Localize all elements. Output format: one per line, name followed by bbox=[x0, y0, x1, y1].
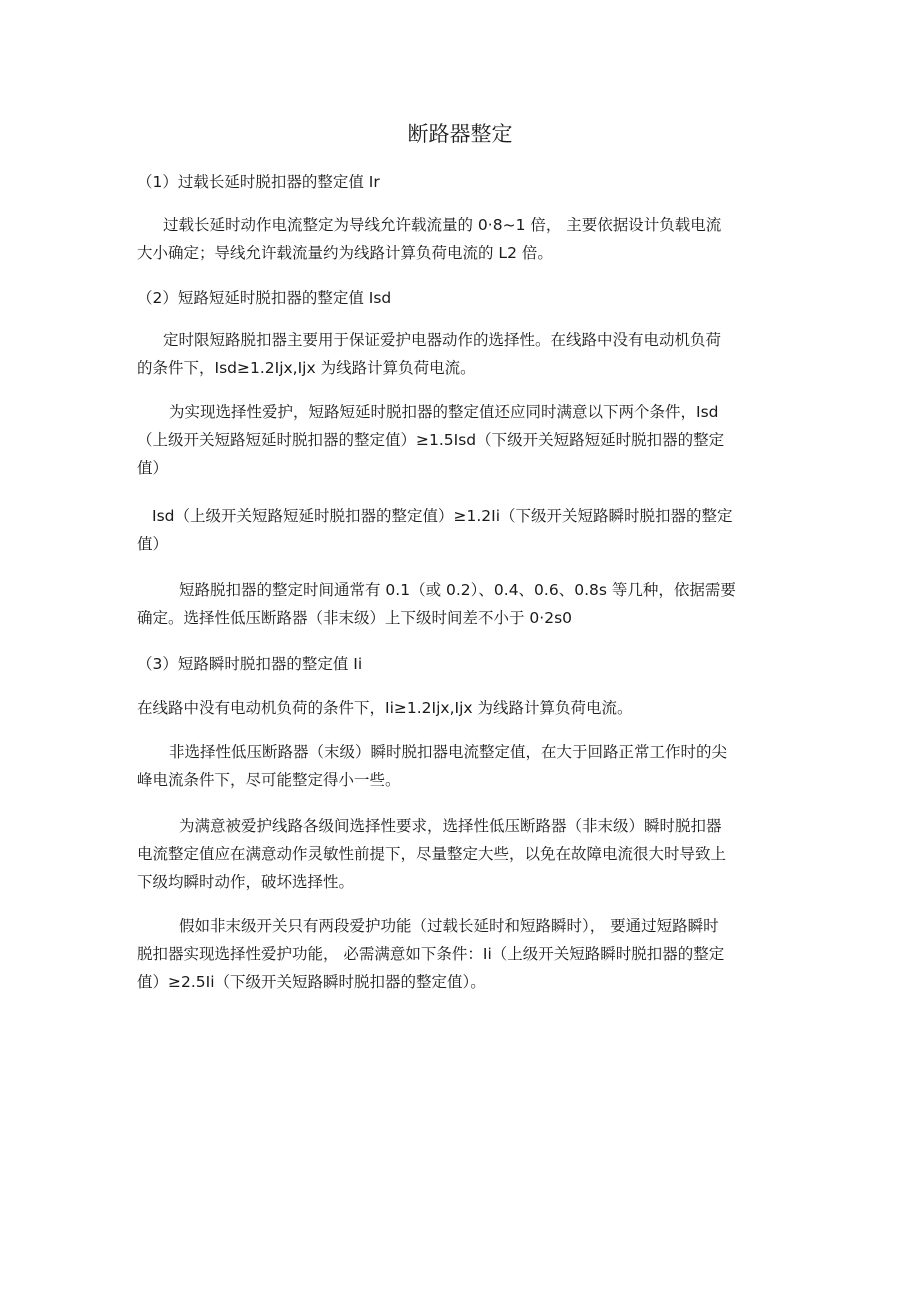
paragraph-2 bbox=[137, 326, 787, 382]
paragraph-1 bbox=[137, 211, 787, 267]
paragraph-5-line-2: 确定。选择性低压断路器（非末级）上下级时间差不小于 0·2s0 bbox=[137, 609, 573, 627]
paragraph-9 bbox=[137, 912, 787, 996]
paragraph-4 bbox=[137, 502, 787, 558]
paragraph-7 bbox=[137, 738, 787, 794]
document-title: 断路器整定 bbox=[407, 122, 513, 146]
paragraph-8 bbox=[137, 812, 787, 896]
paragraph-4-line-1: Isd（上级开关短路短延时脱扣器的整定值）≥1.2Ii（下级开关短路瞬时脱扣器的整定 bbox=[152, 507, 733, 525]
paragraph-6-line-1: 在线路中没有电动机负荷的条件下，Ii≥1.2Ijx,Ijx 为线路计算负荷电流。 bbox=[137, 699, 633, 717]
paragraph-3-line-2: （上级开关短路短延时脱扣器的整定值）≥1.5Isd（下级开关短路短延时脱扣器的整定 bbox=[137, 431, 725, 449]
paragraph-9-line-3: 值）≥2.5Ii（下级开关短路瞬时脱扣器的整定值）。 bbox=[137, 973, 486, 991]
paragraph-9-line-1: 假如非末级开关只有两段爱护功能（过载长延时和短路瞬时）， 要通过短路瞬时 bbox=[179, 917, 719, 935]
paragraph-1-line-1: 过载长延时动作电流整定为导线允许载流量的 0·8~1 倍， 主要依据设计负载电流 bbox=[163, 216, 722, 234]
paragraph-3-line-1: 为实现选择性爱护，短路短延时脱扣器的整定值还应同时满意以下两个条件，Isd bbox=[169, 403, 719, 421]
paragraph-2-line-1: 定时限短路脱扣器主要用于保证爱护电器动作的选择性。在线路中没有电动机负荷 bbox=[163, 331, 722, 349]
paragraph-8-line-1: 为满意被爱护线路各级间选择性要求，选择性低压断路器（非末级）瞬时脱扣器 bbox=[179, 817, 722, 835]
section-heading-2: （2）短路短延时脱扣器的整定值 Isd bbox=[137, 289, 392, 307]
paragraph-8-line-2: 电流整定值应在满意动作灵敏性前提下，尽量整定大些，以免在故障电流很大时导致上 bbox=[137, 845, 727, 863]
paragraph-8-line-3: 下级均瞬时动作，破坏选择性。 bbox=[137, 873, 355, 891]
paragraph-1-line-2: 大小确定；导线允许载流量约为线路计算负荷电流的 L2 倍。 bbox=[137, 244, 553, 262]
paragraph-9-line-2: 脱扣器实现选择性爱护功能， 必需满意如下条件：Ii（上级开关短路瞬时脱扣器的整定 bbox=[137, 945, 725, 963]
paragraph-7-line-2: 峰电流条件下，尽可能整定得小一些。 bbox=[137, 771, 401, 789]
paragraph-5 bbox=[137, 576, 787, 632]
section-heading-1: （1）过载长延时脱扣器的整定值 Ir bbox=[137, 173, 380, 191]
paragraph-5-line-1: 短路脱扣器的整定时间通常有 0.1（或 0.2）、0.4、0.6、0.8s 等几种，依据需要 bbox=[179, 581, 736, 599]
section-heading-3: （3）短路瞬时脱扣器的整定值 Ii bbox=[137, 655, 363, 673]
paragraph-4-line-2: 值） bbox=[137, 535, 169, 553]
paragraph-7-line-1: 非选择性低压断路器（末级）瞬时脱扣器电流整定值，在大于回路正常工作时的尖 bbox=[169, 743, 728, 761]
paragraph-3 bbox=[137, 398, 787, 482]
paragraph-3-line-3: 值） bbox=[137, 459, 169, 477]
paragraph-6 bbox=[137, 694, 787, 722]
paragraph-2-line-2: 的条件下，Isd≥1.2Ijx,Ijx 为线路计算负荷电流。 bbox=[137, 359, 476, 377]
